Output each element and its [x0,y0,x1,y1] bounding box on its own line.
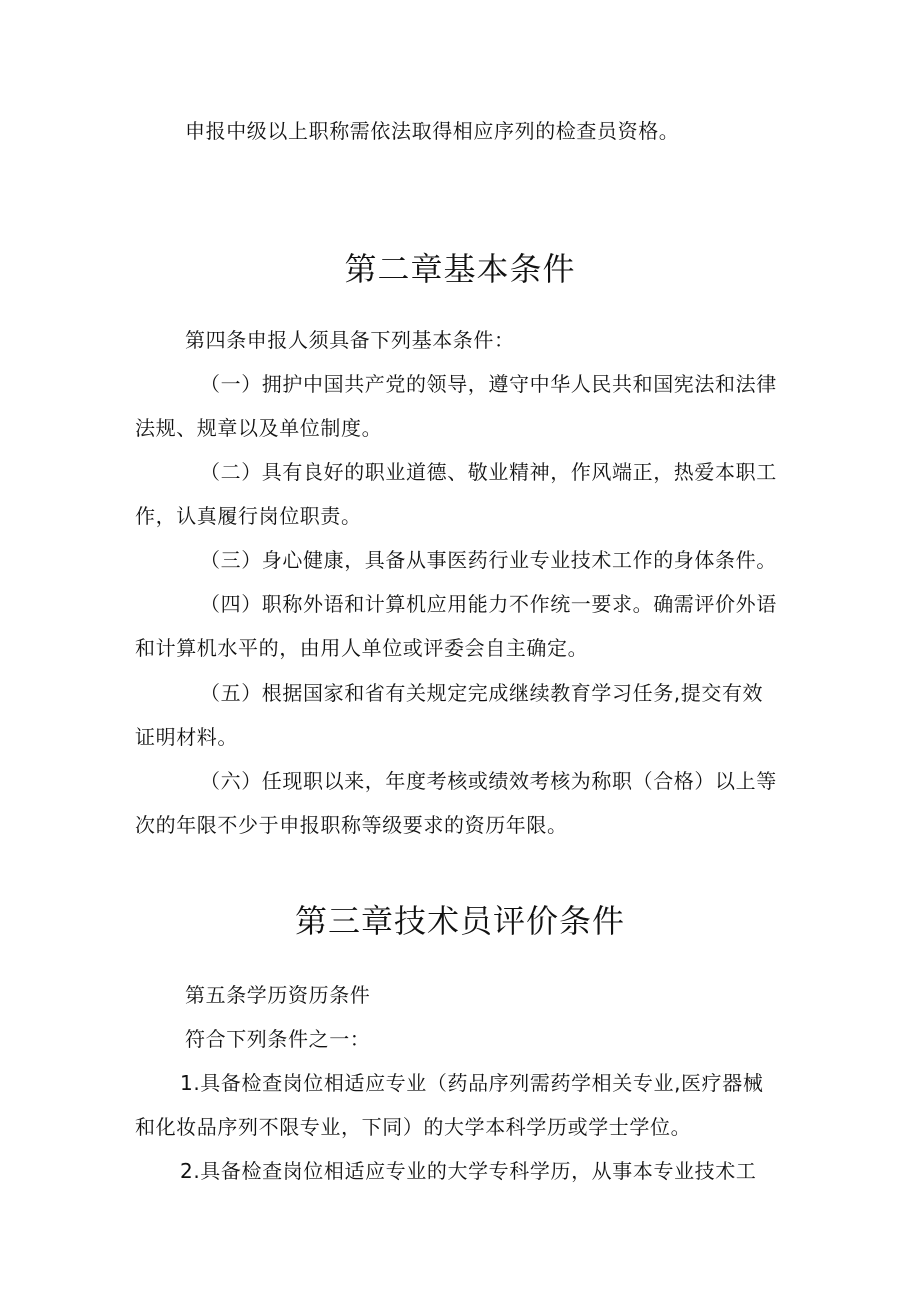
item-2-line-2: 作，认真履行岗位职责。 [135,504,362,528]
item-3-line-1: （三）身心健康，具备从事医药行业专业技术工作的身体条件。 [200,548,777,572]
article-4-title: 第四条申报人须具备下列基本条件： [185,328,515,352]
condition-1-line-2: 和化妆品序列不限专业，下同）的大学本科学历或学士学位。 [135,1115,692,1139]
chapter-2-heading: 第二章基本条件 [344,250,576,288]
item-6-line-2: 次的年限不少于申报职称等级要求的资历年限。 [135,813,568,837]
article-5-title: 第五条学历资历条件 [185,983,371,1007]
chapter-3-heading: 第三章技术员评价条件 [294,902,625,940]
condition-1-line-1: 1.具备检查岗位相适应专业（药品序列需药学相关专业,医疗器械 [180,1071,764,1095]
item-5-line-1: （五）根据国家和省有关规定完成继续教育学习任务,提交有效 [200,681,764,705]
item-1-line-2: 法规、规章以及单位制度。 [135,416,383,440]
intro-paragraph: 申报中级以上职称需依法取得相应序列的检查员资格。 [185,119,680,143]
item-2-line-1: （二）具有良好的职业道德、敬业精神，作风端正，热爱本职工 [200,460,777,484]
item-4-line-2: 和计算机水平的，由用人单位或评委会自主确定。 [135,636,589,660]
item-4-line-1: （四）职称外语和计算机应用能力不作统一要求。确需评价外语 [200,592,777,616]
condition-intro: 符合下列条件之一： [185,1027,371,1051]
item-6-line-1: （六）任现职以来，年度考核或绩效考核为称职（合格）以上等 [200,769,777,793]
item-1-line-1: （一）拥护中国共产党的领导，遵守中华人民共和国宪法和法律 [200,372,777,396]
condition-2-line-1: 2.具备检查岗位相适应专业的大学专科学历，从事本专业技术工 [180,1159,757,1183]
item-5-line-2: 证明材料。 [135,725,238,749]
